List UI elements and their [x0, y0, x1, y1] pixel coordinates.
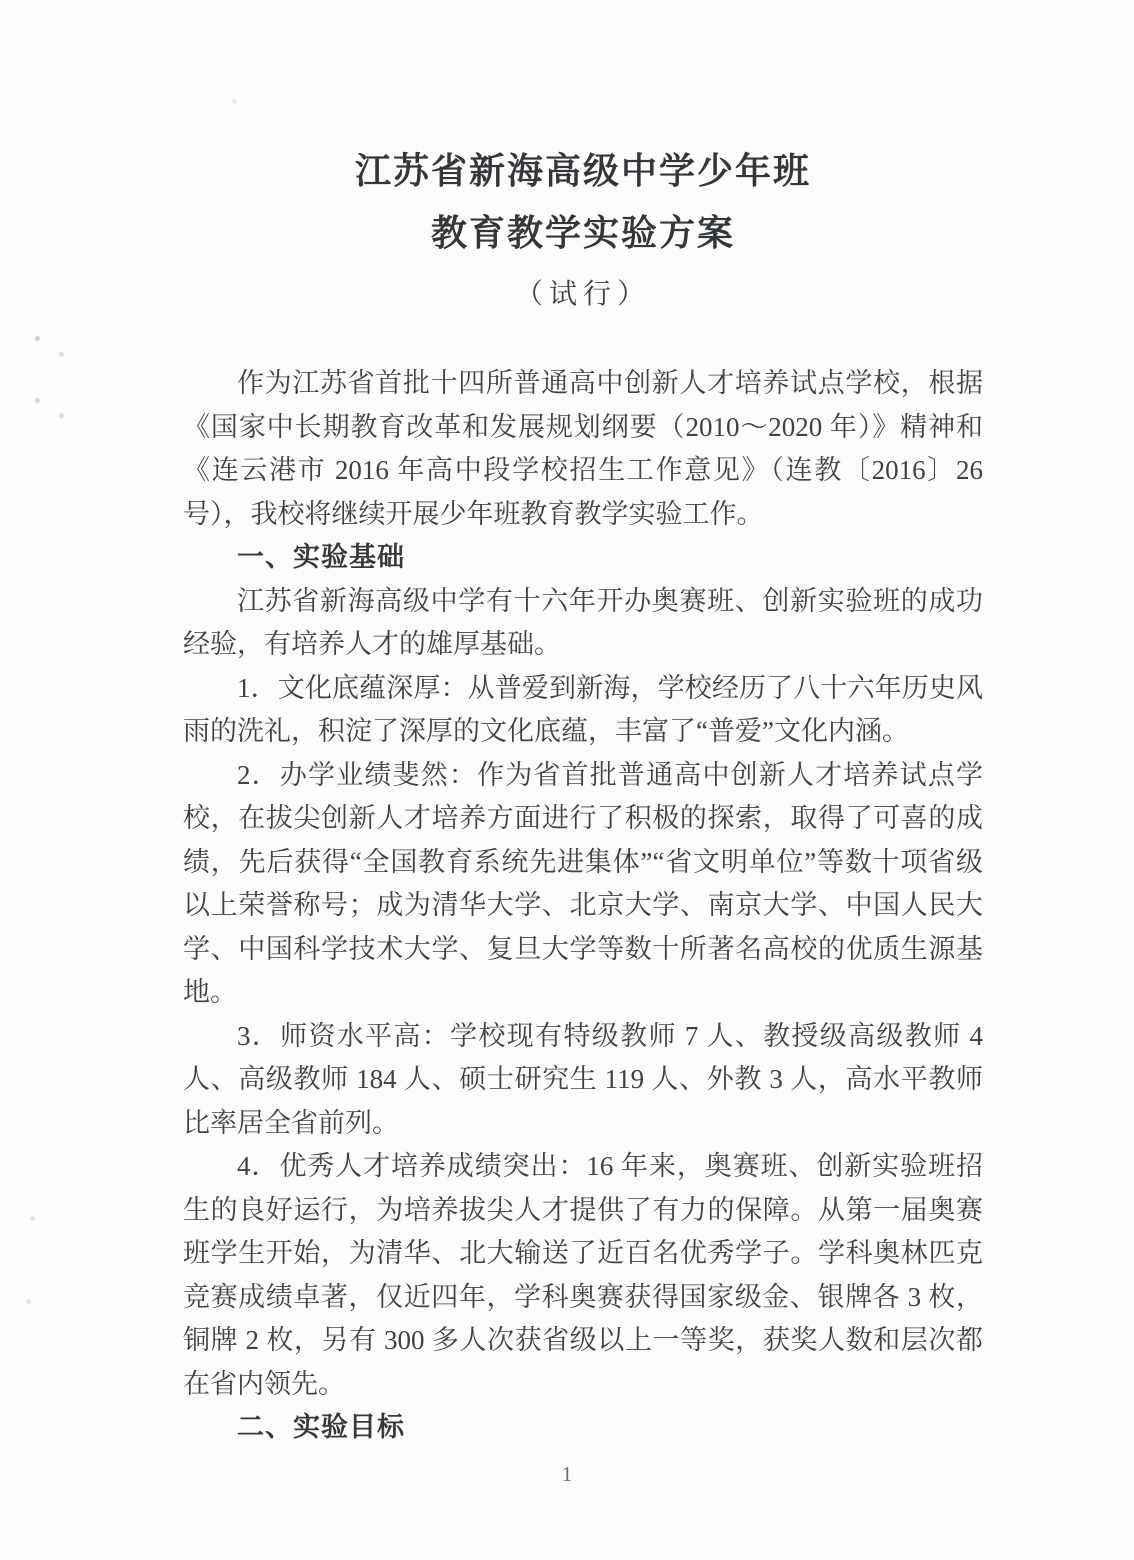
document-subtitle-trial: （试行）	[514, 279, 651, 310]
page-number: 1	[561, 1462, 573, 1486]
paragraph-introduction: 作为江苏省首批十四所普通高中创新人才培养试点学校，根据《国家中长期教育改革和发展规划纲要（2010～2020 年）》精神和《连云港市 2016 年高中段学校招生工作意见》（连教〔2016〕26 号），我校将继续开展少年班教育教学实验工作。	[183, 368, 983, 529]
paragraph-item-1-culture: 1．文化底蕴深厚：从普爱到新海，学校经历了八十六年历史风雨的洗礼，积淀了深厚的文化底蕴，丰富了“普爱”文化内涵。	[183, 672, 983, 746]
section-heading-experiment-basis: 一、实验基础	[237, 542, 405, 572]
section-heading-experiment-goals: 二、实验目标	[237, 1412, 405, 1442]
scan-artifact-speckles	[0, 0, 3, 3]
paragraph-basis-overview: 江苏省新海高级中学有十六年开办奥赛班、创新实验班的成功经验，有培养人才的雄厚基础。	[183, 585, 983, 659]
document-content	[183, 140, 983, 1450]
paragraph-item-4-talent-results: 4．优秀人才培养成绩突出：16 年来，奥赛班、创新实验班招生的良好运行，为培养拔尖人才提供了有力的保障。从第一届奥赛班学生开始，为清华、北大输送了近百名优秀学子。学科奥林匹克竞赛成绩卓著，仅近四年，学科奥赛获得国家级金、银牌各 3 枚，铜牌 2 枚，另有 300 多人次获省级以上一等奖，获奖人数和层次都在省内领先。	[183, 1151, 983, 1399]
document-title-line-2: 教育教学实验方案	[430, 213, 735, 253]
paragraph-item-3-faculty: 3．师资水平高：学校现有特级教师 7 人、教授级高级教师 4 人、高级教师 184 人、硕士研究生 119 人、外教 3 人，高水平教师比率居全省前列。	[183, 1020, 983, 1138]
paragraph-item-2-achievements: 2．办学业绩斐然：作为省首批普通高中创新人才培养试点学校，在拔尖创新人才培养方面进行了积极的探索，取得了可喜的成绩，先后获得“全国教育系统先进集体”“省文明单位”等数十项省级以上荣誉称号；成为清华大学、北京大学、南京大学、中国人民大学、中国科学技术大学、复旦大学等数十所著名高校的优质生源基地。	[183, 759, 983, 1007]
document-title-line-1: 江苏省新海高级中学少年班	[354, 151, 811, 191]
document-body	[183, 362, 983, 1450]
